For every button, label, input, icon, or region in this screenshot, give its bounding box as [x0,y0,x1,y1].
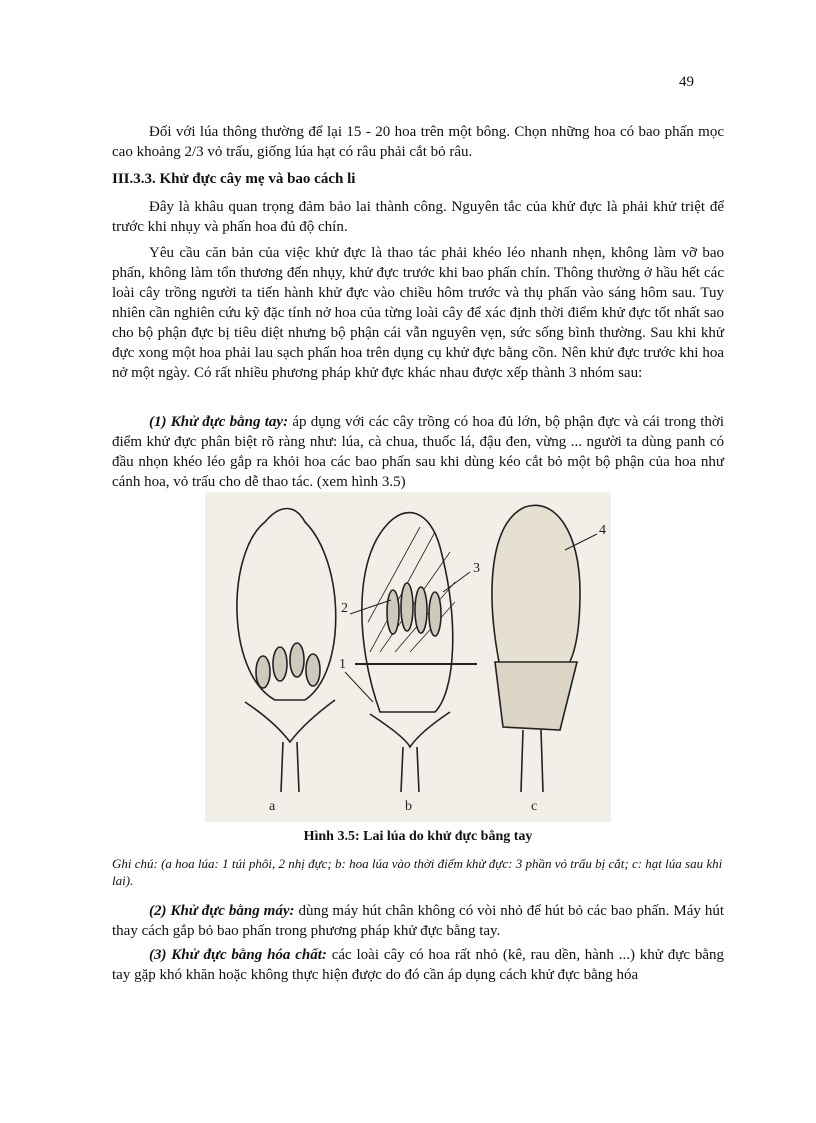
method-2-label: (2) Khử đực bằng máy: [149,903,295,919]
label-1: 1 [339,657,346,672]
paragraph-1: Đối với lúa thông thường để lại 15 - 20 hoa trên một bông. Chọn những hoa có bao phấn mọc cao khoảng 2/3 vỏ trấu, giống lúa hạt có râu phải cắt bỏ râu. [112,124,724,160]
figure-drawing [205,492,611,822]
seed-c-stem [521,730,543,792]
method-1-text: áp dụng với các cây trồng có hoa đủ lớn, bộ phận đực và cái trong thời điểm khử đực phân biệt rõ ràng như: lúa, cà chua, thuốc lá, đậu đen, vừng ... người ta dùng panh có đầu nhọn khéo léo gắp ra khỏi hoa các bao phấn sau khi dùng kéo cắt bỏ một bộ phận của hoa như cánh hoa, vỏ trấu cho dễ thao tác. (xem hình 3.5) [112,414,724,490]
flower-b-stem [401,747,419,792]
label-c: c [531,799,538,814]
label-2: 2 [341,601,348,616]
flower-a-base [245,700,335,742]
paragraph-method-3 [112,945,724,985]
figure-caption: Hình 3.5: Lai lúa do khử đực bằng tay [303,829,533,844]
label-a: a [269,799,276,814]
seed-c-body [492,505,580,670]
method-3-text: các loài cây có hoa rất nhỏ (kê, rau dền, hành ...) khử đực bằng tay gặp khó khăn hoặc không thực hiện được do đó cần áp dụng cách khử đực bằng hóa [112,947,724,983]
figure-rice-flower [205,492,611,822]
flower-a-stem [281,742,299,792]
figure-note: Ghi chú: (a hoa lúa: 1 túi phôi, 2 nhị đực; b: hoa lúa vào thời điểm khử đực: 3 phần vỏ trấu bị cắt; c: hạt lúa sau khi lai). [112,856,723,888]
method-1-label: (1) Khử đực bằng tay: [149,414,289,430]
method-3-label: (3) Khử đực bằng hóa chất: [149,947,327,963]
paragraph-method-2 [112,901,724,941]
paragraph-3: Yêu cầu căn bản của việc khử đực là thao tác phải khéo léo nhanh nhẹn, không làm vỡ bao phấn, không làm tổn thương đến nhụy, khử đực trước khi bao phấn chín. Thông thường ở hầu hết các loài cây trồng người ta tiến hành khử đực vào chiều hôm trước và thụ phấn vào sáng hôm sau. Tuy nhiên cần nghiên cứu kỹ đặc tính nở hoa của từng loài cây để xác định thời điểm khử đực tốt nhất sao cho bộ phận đực bị tiêu diệt nhưng bộ phận cái vẫn nguyên vẹn, sức sống bình thường. Sau khi khử đực xong một hoa phải lau sạch phấn hoa trên dụng cụ khử đực bằng cồn. Nên khử đực trước khi hoa nở một ngày. Có rất nhiều phương pháp khử đực khác nhau được xếp thành 3 nhóm sau: [112,245,724,381]
label-4: 4 [599,523,606,538]
paragraph-2: Đây là khâu quan trọng đảm bảo lai thành công. Nguyên tắc của khử đực là phải khử triệt để trước khi nhụy và phấn hoa đủ độ chín. [112,199,724,235]
label-b: b [405,799,412,814]
flower-b-base [370,712,450,747]
paragraph-method-1 [112,412,724,492]
method-2-text: dùng máy hút chân không có vòi nhỏ để hút bỏ các bao phấn. Máy hút thay cách gắp bỏ bao phấn trong phương pháp khử đực bằng tay. [112,903,724,939]
section-heading: III.3.3. Khử đực cây mẹ và bao cách li [112,171,356,187]
seed-c-husk [495,662,577,730]
flower-a-anthers [256,643,320,688]
flower-b-anthers [387,583,441,636]
page-number: 49 [679,74,694,90]
label-3: 3 [473,561,480,576]
